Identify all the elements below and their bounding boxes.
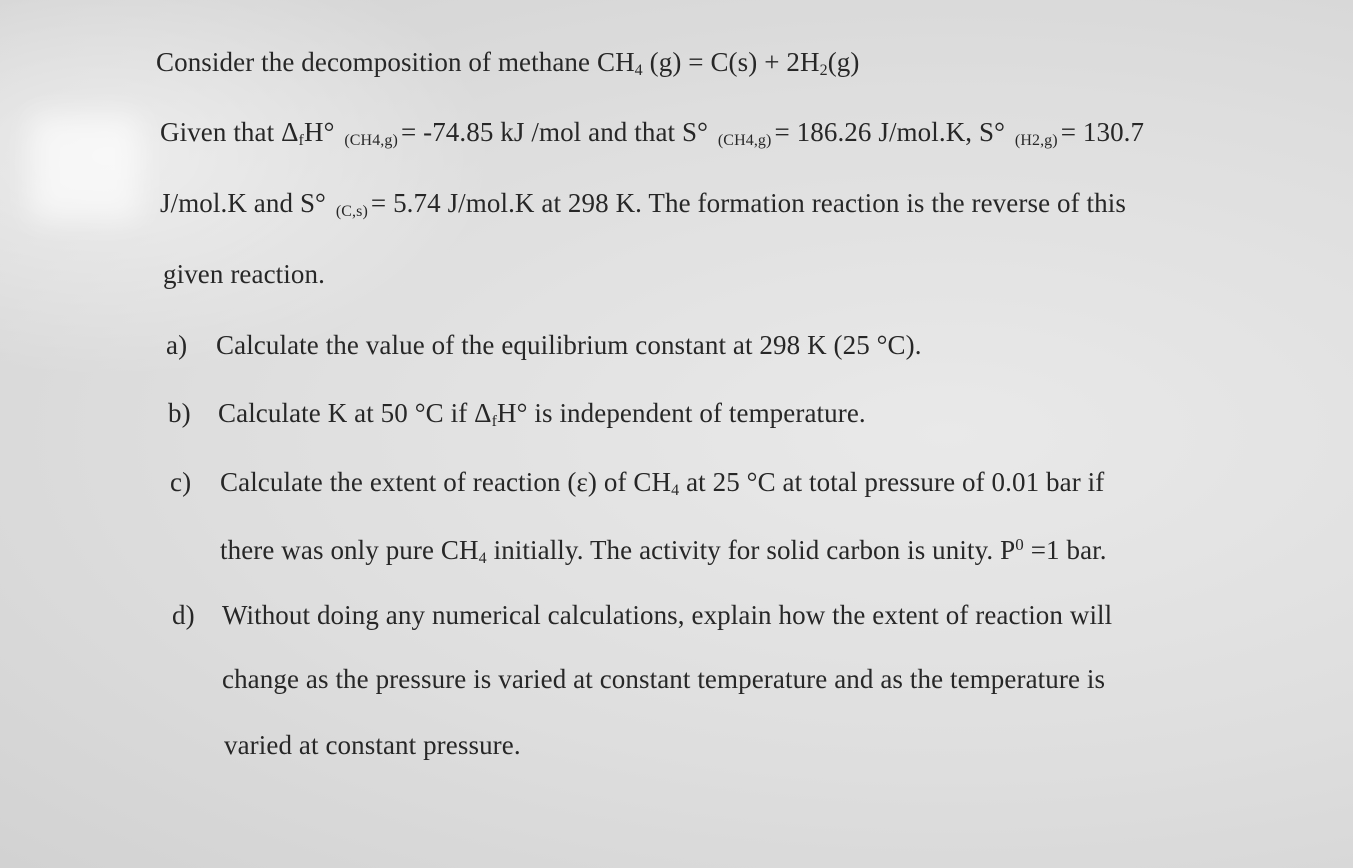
part-c-line-1: c) Calculate the extent of reaction (ε) of $CH_4$ at 25 °C at total pressure of 0.01 bar if [170, 467, 1105, 499]
part-d-line-2: change as the pressure is varied at constant temperature and as the temperature is [222, 664, 1106, 694]
part-c-line-2: there was only pure $CH_4$ initially. The activity for solid carbon is unity. $P^0 =1$ bar. [220, 535, 1107, 567]
given-line-3: given reaction. [163, 259, 325, 289]
part-a-label: a) [166, 330, 188, 360]
part-b: b) Calculate K at 50 °C if $\Delta_fH^\circ$ is independent of temperature. [168, 398, 866, 430]
part-d-line-1: d) Without doing any numerical calculations, explain how the extent of reaction will [172, 600, 1113, 630]
intro-line: Consider the decomposition of methane $CH_4$ $(g) = C(s) + 2H_2(g)$ [156, 47, 860, 79]
given-line-1: Given that $\Delta_fH^\circ$ $_{(CH4,g)}$ = -74.85 kJ /mol and that S° $_{(CH4,g)}$ = 186.26 J/mol.K, S° $_{(H2,g)}$ = 130.7 [160, 117, 1145, 149]
part-b-label: b) [168, 398, 191, 428]
part-c-label: c) [170, 467, 192, 497]
given-line-2: J/mol.K and S° $_{(C,s)}$ = 5.74 J/mol.K at 298 K. The formation reaction is the reverse of this [160, 188, 1126, 220]
part-a-text: Calculate the value of the equilibrium constant at 298 K (25 °C). [216, 330, 922, 360]
part-d-line-3: varied at constant pressure. [224, 730, 521, 760]
part-a [166, 328, 922, 362]
part-d-label: d) [172, 600, 195, 630]
